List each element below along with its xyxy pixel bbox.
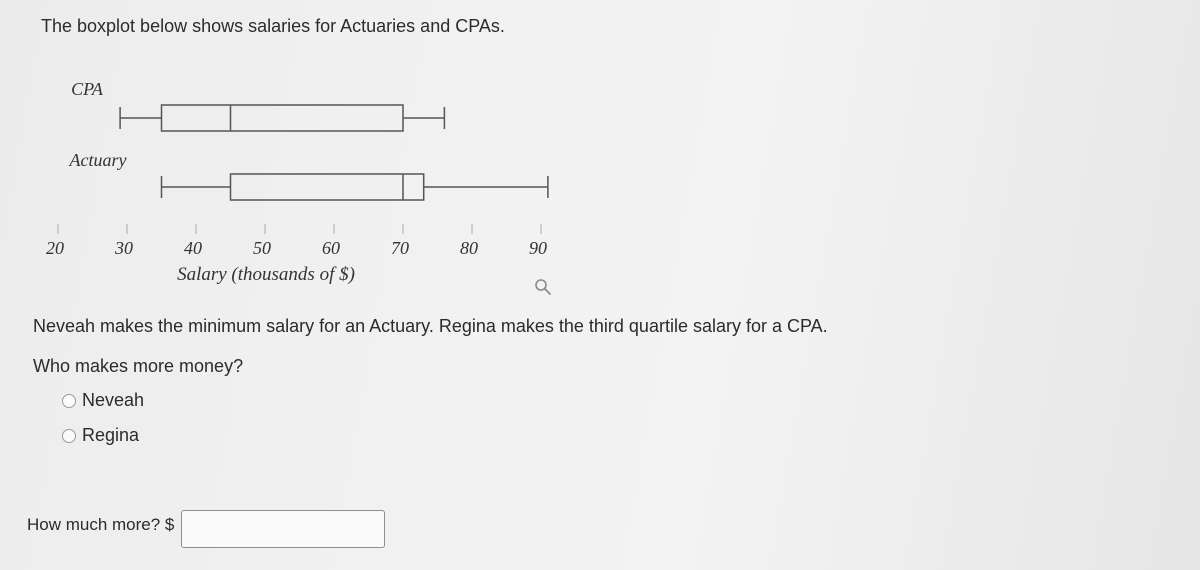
iqr-box bbox=[162, 105, 404, 131]
x-axis bbox=[46, 224, 547, 258]
question-text: Who makes more money? bbox=[33, 356, 244, 376]
option-regina[interactable] bbox=[62, 425, 139, 446]
x-tick-label: 50 bbox=[253, 238, 271, 258]
x-tick-label: 70 bbox=[391, 238, 409, 258]
boxplots bbox=[69, 79, 548, 200]
boxplot-chart bbox=[0, 0, 620, 300]
zoom-icon[interactable] bbox=[533, 277, 553, 302]
series-label: CPA bbox=[71, 79, 103, 99]
x-tick-label: 30 bbox=[115, 238, 133, 258]
series-label: Actuary bbox=[69, 150, 127, 170]
radio-regina[interactable] bbox=[62, 429, 76, 443]
option-regina-label: Regina bbox=[82, 425, 140, 445]
x-tick-label: 90 bbox=[529, 238, 547, 258]
x-tick-label: 60 bbox=[322, 238, 340, 258]
option-neveah[interactable] bbox=[62, 390, 144, 411]
x-tick-label: 20 bbox=[46, 238, 64, 258]
radio-neveah[interactable] bbox=[62, 394, 76, 408]
iqr-box bbox=[231, 174, 424, 200]
option-neveah-label: Neveah bbox=[82, 390, 145, 410]
problem-statement: Neveah makes the minimum salary for an Actuary. Regina makes the third quartile salary for a CPA. bbox=[33, 316, 828, 336]
how-much-label: How much more? $ bbox=[27, 515, 175, 534]
x-tick-label: 40 bbox=[184, 238, 202, 258]
x-tick-label: 80 bbox=[460, 238, 478, 258]
how-much-input[interactable] bbox=[181, 510, 385, 548]
x-axis-label: Salary (thousands of $) bbox=[177, 264, 355, 285]
intro-text: The boxplot below shows salaries for Actuaries and CPAs. bbox=[41, 16, 505, 36]
